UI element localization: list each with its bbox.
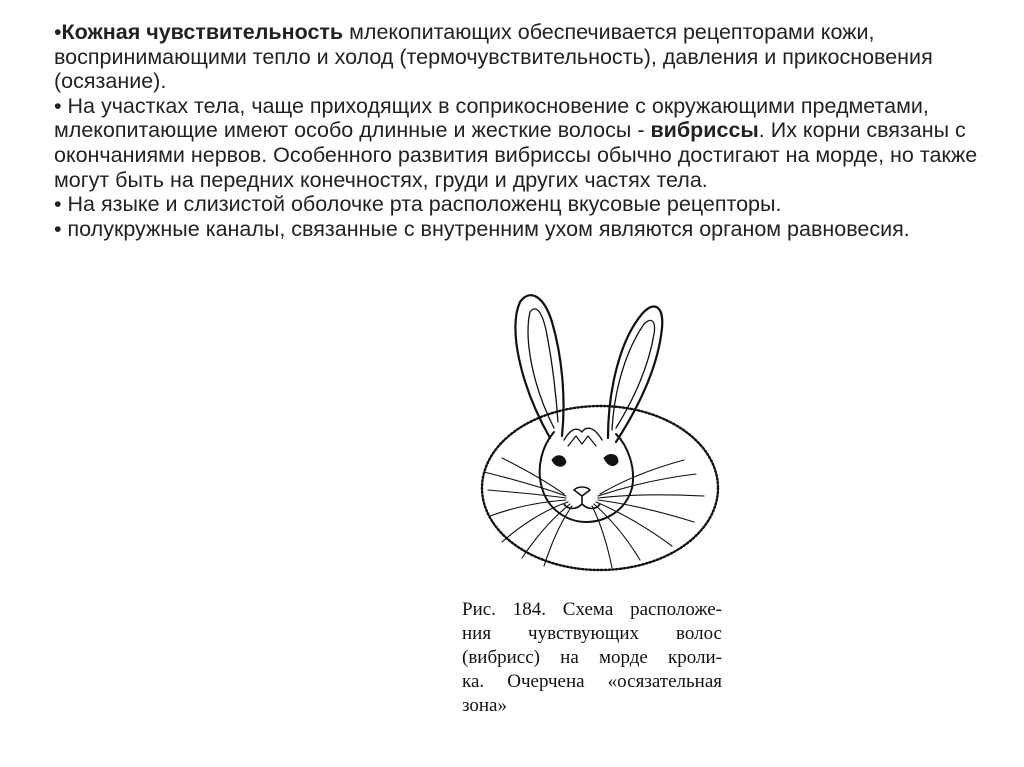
figure-caption (462, 598, 722, 718)
tactile-zone-outline (482, 406, 718, 570)
bullet: • (54, 192, 68, 217)
bullet: • (54, 216, 68, 241)
paragraph-text: На участках тела, чаще приходящих в соприкосновение с окружающими предметами, млекопитающие имеют особо длинные и жесткие волосы - (54, 93, 929, 143)
left-eye (552, 456, 566, 467)
caption-line: зона» (462, 695, 507, 716)
paragraph-skin-sensitivity (54, 20, 984, 94)
nose (574, 487, 590, 496)
caption-line: ка. Очерчена «осязательная (462, 671, 722, 692)
paragraph-text: На языке и слизистой оболочке рта расположенц вкусовые рецепторы. (67, 192, 782, 217)
right-eye (604, 455, 618, 466)
paragraph-text: полукружные каналы, связанные с внутренним ухом являются органом равновесия. (67, 216, 910, 241)
caption-line: ния чувствующих волос (462, 623, 722, 644)
paragraph-vibrissae (54, 94, 984, 192)
rabbit-head-icon (458, 290, 758, 590)
paragraph-taste (54, 192, 984, 217)
term-vibrissae: вибриссы (650, 118, 759, 143)
paragraph-text: . Их корни связаны с окончаниями нервов. Особенного развития вибриссы обычно достигают на морде, но также могут быть на передних конечностях, груди и других частях тела. (54, 118, 978, 192)
caption-line: Рис. 184. Схема расположе- (462, 599, 722, 620)
caption-line: (вибрисс) на морде кроли- (462, 647, 722, 668)
bullet: • (54, 20, 62, 44)
bullet: • (54, 93, 68, 118)
rabbit-head-whiskers-drawing (458, 290, 758, 590)
paragraph-text: млекопитающих обеспечивается рецепторами кожи, воспринимающими тепло и холод (термочувствительность), давления и прикосновения (осязание). (54, 20, 933, 94)
mouth (564, 496, 600, 509)
left-ear (515, 295, 563, 438)
right-whiskers (592, 460, 704, 568)
head-outline (540, 432, 633, 522)
term-skin-sensitivity: Кожная чувствительность (61, 20, 344, 44)
slide-text-body (54, 20, 984, 241)
paragraph-balance (54, 217, 984, 242)
